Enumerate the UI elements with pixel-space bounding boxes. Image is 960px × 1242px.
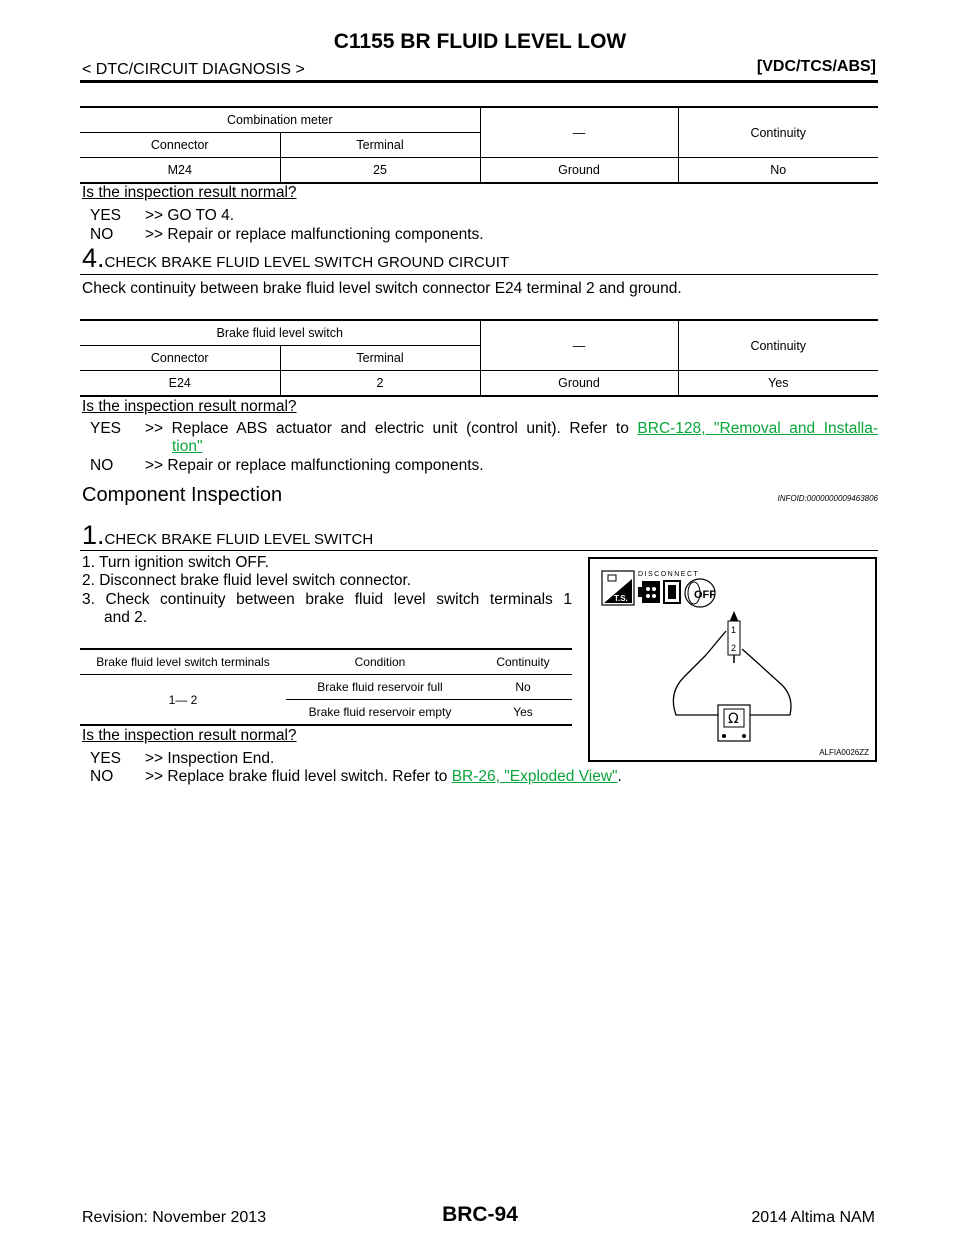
ts-label: T.S.	[614, 594, 628, 603]
off-label: OFF	[694, 589, 716, 601]
step-rule	[80, 274, 878, 275]
figure-svg	[590, 559, 875, 760]
figure-caption: ALFIA0026ZZ	[819, 748, 869, 757]
page-number: BRC-94	[442, 1203, 518, 1226]
system-label: [VDC/TCS/ABS]	[756, 58, 876, 75]
page-title: C1155 BR FLUID LEVEL LOW	[333, 30, 627, 53]
table-group-header: Combination meter	[80, 107, 480, 133]
answer-no-label: NO	[90, 226, 114, 243]
answer-no-text	[145, 766, 622, 787]
table-row	[80, 371, 878, 397]
step-4-body: Check continuity between brake fluid level switch connector E24 terminal 2 and ground.	[82, 280, 682, 297]
cell-ground: Ground	[480, 158, 678, 184]
ohmmeter	[718, 705, 750, 741]
table-header-continuity: Continuity	[474, 649, 572, 675]
step-rule	[80, 550, 878, 551]
step-number: 1.	[82, 520, 105, 550]
list-item: 3. Check continuity between brake fluid level switch terminals 1	[82, 591, 572, 608]
fluid-level-switch	[728, 611, 740, 663]
step-number: 4.	[82, 243, 105, 273]
step-title: CHECK BRAKE FLUID LEVEL SWITCH	[104, 531, 374, 548]
table-header-connector: Connector	[80, 346, 280, 371]
disconnect-label: DISCONNECT	[638, 571, 700, 578]
link-brc-128-cont[interactable]: tion"	[172, 438, 203, 455]
ohm-icon: Ω	[728, 711, 739, 727]
header-rule	[80, 80, 878, 83]
cell-condition: Brake fluid reservoir full	[286, 675, 474, 700]
info-id: INFOID:0000000009463806	[777, 494, 878, 503]
answer-no-label: NO	[90, 457, 114, 474]
cell-continuity: No	[678, 158, 878, 184]
table-header-terminals: Brake fluid level switch terminals	[80, 649, 286, 675]
pin-1-label: 1	[731, 625, 737, 635]
answer-no-period: .	[617, 768, 622, 785]
list-item: 1. Turn ignition switch OFF.	[82, 554, 269, 571]
cell-terminals: 1— 2	[80, 675, 286, 726]
answer-yes-text	[145, 418, 878, 439]
ignition-off-icon	[685, 579, 716, 607]
answer-yes-text: >> Inspection End.	[145, 750, 275, 767]
table-header-condition: Condition	[286, 649, 474, 675]
inspection-question: Is the inspection result normal?	[82, 184, 297, 201]
table-header-continuity: Continuity	[678, 107, 878, 158]
table-row	[80, 675, 572, 700]
answer-yes-label: YES	[90, 750, 122, 767]
cell-terminal: 2	[280, 371, 480, 397]
cell-terminal: 25	[280, 158, 480, 184]
step-4-heading	[82, 243, 510, 275]
continuity-table-fluid-switch	[80, 319, 878, 397]
answer-yes-label: YES	[90, 420, 122, 437]
list-item: 2. Disconnect brake fluid level switch connector.	[82, 572, 412, 589]
answer-no-body: >> Replace brake fluid level switch. Refer to	[145, 768, 448, 785]
inspection-question: Is the inspection result normal?	[82, 727, 297, 744]
answer-no-text: >> Repair or replace malfunctioning components.	[145, 457, 484, 474]
answer-no-text: >> Repair or replace malfunctioning components.	[145, 226, 484, 243]
model-label: 2014 Altima NAM	[751, 1209, 875, 1226]
answer-yes-label: YES	[90, 207, 122, 224]
step-1-heading	[82, 520, 374, 552]
connector-icon	[638, 581, 680, 603]
table-header-terminal: Terminal	[280, 346, 480, 371]
cell-continuity: No	[474, 675, 572, 700]
table-header-connector: Connector	[80, 133, 280, 158]
link-brc-128[interactable]: BRC-128, "Removal and Installa-	[637, 420, 878, 437]
cell-connector: M24	[80, 158, 280, 184]
cell-continuity: Yes	[678, 371, 878, 397]
list-item: and 2.	[104, 609, 148, 626]
cell-ground: Ground	[480, 371, 678, 397]
table-header-dash: —	[480, 320, 678, 371]
table-header-dash: —	[480, 107, 678, 158]
table-group-header: Brake fluid level switch	[80, 320, 480, 346]
pin-2-label: 2	[731, 643, 737, 653]
answer-yes-text: >> GO TO 4.	[145, 207, 235, 224]
answer-yes-body: >> Replace ABS actuator and electric unit (control unit). Refer to	[145, 420, 629, 437]
table-header-continuity: Continuity	[678, 320, 878, 371]
answer-no-label: NO	[90, 768, 114, 785]
link-br-26[interactable]: BR-26, "Exploded View"	[451, 768, 618, 785]
cell-continuity: Yes	[474, 700, 572, 726]
continuity-table-combination-meter	[80, 106, 878, 184]
cell-condition: Brake fluid reservoir empty	[286, 700, 474, 726]
inspection-question: Is the inspection result normal?	[82, 398, 297, 415]
step-title: CHECK BRAKE FLUID LEVEL SWITCH GROUND CIRCUIT	[104, 254, 510, 271]
answer-yes-link-cont	[172, 436, 203, 457]
continuity-figure	[588, 557, 877, 762]
ts-icon	[602, 571, 634, 605]
continuity-table-terminals	[80, 648, 572, 726]
table-row	[80, 158, 878, 184]
section-heading: Component Inspection	[82, 484, 283, 506]
cell-connector: E24	[80, 371, 280, 397]
section-label: < DTC/CIRCUIT DIAGNOSIS >	[82, 61, 305, 78]
revision-label: Revision: November 2013	[82, 1209, 267, 1226]
table-header-terminal: Terminal	[280, 133, 480, 158]
